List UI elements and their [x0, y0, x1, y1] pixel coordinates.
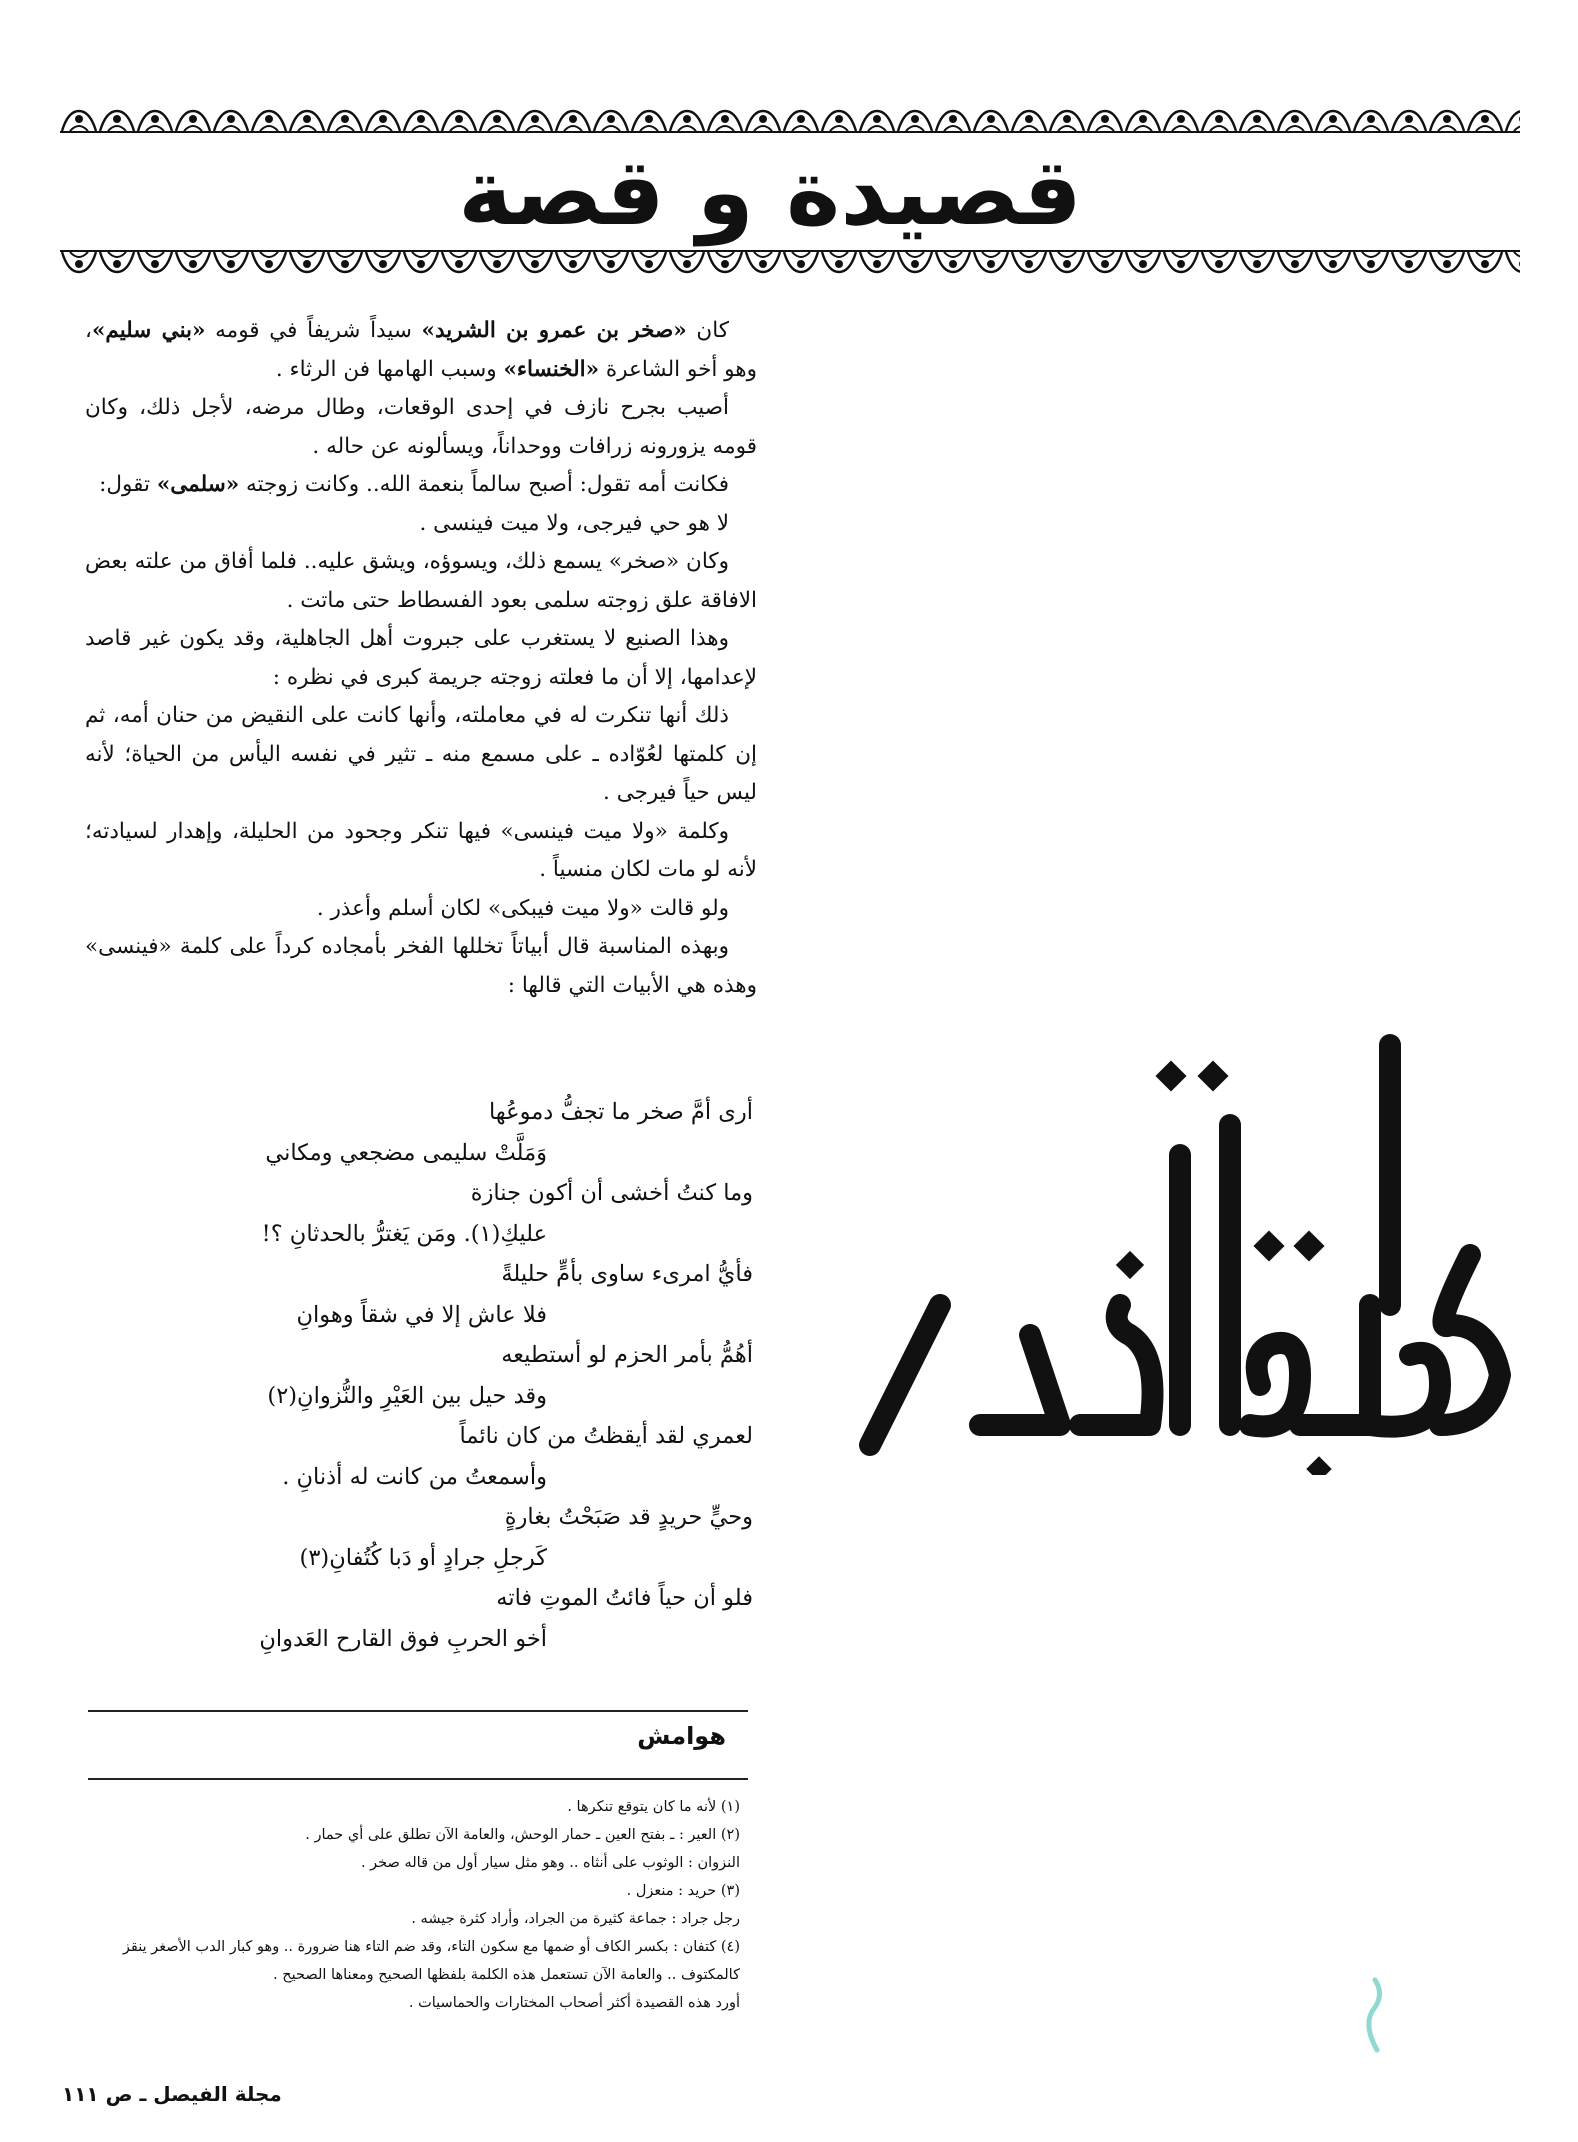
- notes-divider-top: [88, 1710, 748, 1712]
- article-body: [85, 312, 757, 1005]
- poem-line: فأيُّ امرىء ساوى بأمٍّ حليلةً: [501, 1261, 753, 1287]
- poem: [85, 1092, 757, 1659]
- footnote: (٢) العير : ـ بفتح العين ـ حمار الوحش، والعامة الآن تطلق على أي حمار .: [305, 1827, 740, 1843]
- poem-line: عليكِ(١). ومَن يَغترُّ بالحدثانِ ؟!: [261, 1220, 547, 1247]
- poem-line: كَرجلِ جرادٍ أو دَبا كُتُفانِ(٣): [299, 1544, 547, 1571]
- footnotes: [88, 1793, 740, 2017]
- poem-line: لعمري لقد أيقظتُ من كان نائماً: [459, 1423, 753, 1449]
- poem-line: أرى أمَّ صخر ما تجفُّ دموعُها: [488, 1099, 753, 1125]
- ornamental-border-top: [60, 107, 1520, 133]
- footnote: النزوان : الوثوب على أنثاه .. وهو مثل سيار أول من قاله صخر .: [360, 1855, 740, 1871]
- notes-divider-bottom: [88, 1778, 748, 1780]
- footnote: (١) لأنه ما كان يتوقع تنكرها .: [567, 1799, 740, 1815]
- article-paragraph: لا هو حي فيرجى، ولا ميت فينسى .: [419, 510, 729, 536]
- calligraphy-title: [830, 1005, 1530, 1475]
- poem-line: فلو أن حياً فائتُ الموتِ فاته: [496, 1585, 753, 1611]
- article-paragraph: ولو قالت «ولا ميت فيبكى» لكان أسلم وأعذر .: [316, 895, 729, 921]
- article-paragraph: ذلك أنها تنكرت له في معاملته، وأنها كانت على النقيض من حنان أمه، ثم إن كلمتها لعُوّاده ـ على مسمع منه ـ تثير في نفسه اليأس من الحياة؛ لأنه ليس حياً فيرجى .: [85, 703, 757, 805]
- poem-line: وحيٍّ حريدٍ قد صَبَحْتُ بغارةٍ: [504, 1504, 753, 1530]
- article-paragraph: فكانت أمه تقول: أصبح سالماً بنعمة الله.. وكانت زوجته «سلمى» تقول:: [99, 472, 729, 497]
- footnote: (٤) كتفان : بكسر الكاف أو ضمها مع سكون التاء، وقد ضم التاء هنا ضرورة .. وهو كبار الدب الأصغر ينقز كالمكتوف .. والعامة الآن تستعمل هذه الكلمة بلفظها الصحيح ومعناها الصحيح .: [122, 1939, 740, 1983]
- page-footer: مجلة الفيصل ـ ص ١١١: [62, 2082, 282, 2106]
- footnote: أورد هذه القصيدة أكثر أصحاب المختارات والحماسيات .: [408, 1995, 740, 2011]
- ink-mark: [1355, 1975, 1395, 2055]
- ornamental-border-bottom: [60, 250, 1520, 276]
- poem-line: وَمَلَّتْ سليمى مضجعي ومكاني: [265, 1139, 547, 1166]
- article-paragraph: وكلمة «ولا ميت فينسى» فيها تنكر وجحود من الحليلة، وإهدار لسيادته؛ لأنه لو مات لكان منسياً .: [85, 818, 757, 882]
- poem-line: فلا عاش إلا في شقاً وهوانِ: [296, 1301, 547, 1328]
- section-title: قصيدة و قصة: [458, 139, 1082, 246]
- footnote: (٣) حريد : منعزل .: [626, 1883, 740, 1899]
- footnote: رجل جراد : جماعة كثيرة من الجراد، وأراد كثرة جيشه .: [411, 1911, 740, 1927]
- article-paragraph: وكان «صخر» يسمع ذلك، ويسوؤه، ويشق عليه.. فلما أفاق من علته بعض الافاقة علق زوجته سلمى بعود الفسطاط حتى ماتت .: [85, 549, 757, 613]
- article-paragraph: وبهذه المناسبة قال أبياتاً تخللها الفخر بأمجاده كرداً على كلمة «فينسى» وهذه هي الأبيات التي قالها :: [85, 934, 757, 998]
- article-paragraph: أصيب بجرح نازف في إحدى الوقعات، وطال مرضه، لأجل ذلك، وكان قومه يزورونه زرافات ووحداناً، ويسألونه عن حاله .: [85, 395, 757, 459]
- article-paragraph: وهذا الصنيع لا يستغرب على جبروت أهل الجاهلية، وقد يكون غير قاصد لإعدامها، إلا أن ما فعلته زوجته جريمة كبرى في نظره :: [85, 626, 757, 690]
- notes-title: هوامش: [637, 1722, 726, 1750]
- poem-line: أخو الحربِ فوق القارح العَدوانِ: [259, 1625, 547, 1652]
- poem-line: وأسمعتُ من كانت له أذنانِ .: [282, 1463, 547, 1490]
- poem-line: أهُمُّ بأمر الحزم لو أستطيعه: [501, 1342, 753, 1368]
- poem-line: وقد حيل بين العَيْرِ والنُّزوانِ(٢): [267, 1382, 547, 1409]
- article-paragraph: كان «صخر بن عمرو بن الشريد» سيداً شريفاً في قومه «بني سليم»، وهو أخو الشاعرة «الخنساء» وسبب الهامها فن الرثاء .: [85, 318, 757, 382]
- poem-line: وما كنتُ أخشى أن أكون جنازة: [470, 1180, 753, 1206]
